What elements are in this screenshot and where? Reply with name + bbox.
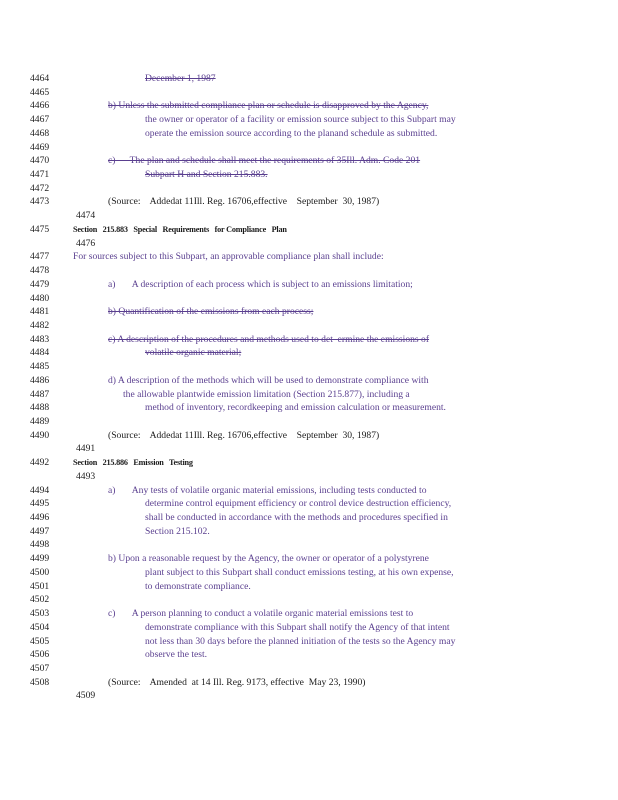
line-number: 4474 xyxy=(76,210,96,222)
line-number: 4491 xyxy=(76,443,96,455)
line-text: demonstrate compliance with this Subpart shall notify the Agency of that intent xyxy=(145,621,450,633)
line-number: 4478 xyxy=(30,265,50,277)
line-number: 4502 xyxy=(30,594,50,606)
line-number: 4486 xyxy=(30,374,50,386)
line-text: b) Upon a reasonable request by the Agency, the owner or operator of a polystyrene xyxy=(108,553,429,565)
line-number: 4508 xyxy=(30,676,50,688)
line-number: 4468 xyxy=(30,127,50,139)
line-text: not less than 30 days before the planned initiation of the tests so the Agency may xyxy=(145,635,456,647)
line-number: 4489 xyxy=(30,416,50,427)
line-number: 4492 xyxy=(30,457,50,469)
line-text: December 1, 1987 xyxy=(145,73,216,84)
line-text: method of inventory, recordkeeping and emission calculation or measurement. xyxy=(145,402,446,414)
line-text: operate the emission source according to the planand schedule as submitted. xyxy=(145,127,438,139)
line-number: 4477 xyxy=(30,251,50,263)
line-text: the allowable plantwide emission limitation (Section 215.877), including a xyxy=(123,388,410,400)
line-text: b) Quantification of the emissions from each process; xyxy=(108,306,314,318)
line-number: 4483 xyxy=(30,333,50,345)
line-text: (Source: Addedat 11Ill. Reg. 16706,effective September 30, 1987) xyxy=(108,196,380,208)
line-text: b) Unless the submitted compliance plan or schedule is disapproved by the Agency, xyxy=(108,100,429,112)
line-text: volatile organic material; xyxy=(145,347,242,359)
line-text: c) The plan and schedule shall meet the requirements of 35Ill. Adm. Code 201 xyxy=(108,155,421,167)
line-number: 4500 xyxy=(30,566,50,578)
line-number: 4498 xyxy=(30,539,50,551)
line-number: 4496 xyxy=(30,512,50,524)
line-number: 4482 xyxy=(30,319,50,331)
line-text: the owner or operator of a facility or emission source subject to this Subpart may xyxy=(145,114,456,126)
line-number: 4503 xyxy=(30,608,50,620)
line-number: 4471 xyxy=(30,169,50,181)
line-text: Section 215.883 Special Requirements for Compliance Plan xyxy=(73,224,287,234)
line-text: c) A person planning to conduct a volatile organic material emissions test to xyxy=(108,608,414,620)
line-number: 4493 xyxy=(76,470,96,482)
line-number: 4499 xyxy=(30,553,50,565)
line-number: 4467 xyxy=(30,114,50,126)
line-number: 4507 xyxy=(30,662,50,674)
line-number: 4484 xyxy=(30,347,50,359)
line-number: 4487 xyxy=(30,388,50,400)
line-number: 4469 xyxy=(30,141,50,153)
line-text: a) A description of each process which is subject to an emissions limitation; xyxy=(108,278,413,290)
line-text: d) A description of the methods which will be used to demonstrate compliance with xyxy=(108,374,429,386)
line-number: 4495 xyxy=(30,498,50,510)
line-number: 4472 xyxy=(30,182,50,194)
line-text: plant subject to this Subpart shall conduct emissions testing, at his own expense, xyxy=(145,566,454,578)
line-number: 4465 xyxy=(30,86,50,98)
line-number: 4490 xyxy=(30,429,50,441)
line-number: 4470 xyxy=(30,155,50,167)
line-number: 4485 xyxy=(30,361,50,373)
line-text: (Source: Amended at 14 Ill. Reg. 9173, effective May 23, 1990) xyxy=(108,676,366,688)
line-number: 4481 xyxy=(30,306,50,318)
line-text: determine control equipment efficiency or control device destruction efficiency, xyxy=(145,498,452,510)
line-text: Section 215.102. xyxy=(145,525,210,537)
line-text: c) A description of the procedures and methods used to det ermine the emissions of xyxy=(108,333,430,345)
line-text: shall be conducted in accordance with the methods and procedures specified in xyxy=(145,512,448,524)
line-text: a) Any tests of volatile organic material emissions, including tests conducted to xyxy=(108,484,427,496)
line-number: 4506 xyxy=(30,649,50,661)
line-text: For sources subject to this Subpart, an approvable compliance plan shall include: xyxy=(73,251,384,263)
line-number: 4501 xyxy=(30,580,50,592)
line-number: 4488 xyxy=(30,402,50,414)
line-number: 4466 xyxy=(30,100,50,112)
line-number: 4479 xyxy=(30,278,50,290)
line-number: 4504 xyxy=(30,621,50,633)
line-number: 4505 xyxy=(30,635,50,647)
line-number: 4480 xyxy=(30,292,50,304)
line-text: observe the test. xyxy=(145,649,208,661)
line-number: 4473 xyxy=(30,196,50,208)
line-text: Subpart H and Section 215.883. xyxy=(145,169,268,181)
line-number: 4476 xyxy=(76,237,96,249)
line-number: 4494 xyxy=(30,484,50,496)
line-number: 4464 xyxy=(30,73,50,84)
line-text: to demonstrate compliance. xyxy=(145,580,251,592)
line-text: Section 215.886 Emission Testing xyxy=(73,458,193,468)
line-number: 4497 xyxy=(30,525,50,537)
line-number: 4509 xyxy=(76,690,96,702)
line-number: 4475 xyxy=(30,223,50,235)
line-text: (Source: Addedat 11Ill. Reg. 16706,effective September 30, 1987) xyxy=(108,429,380,441)
